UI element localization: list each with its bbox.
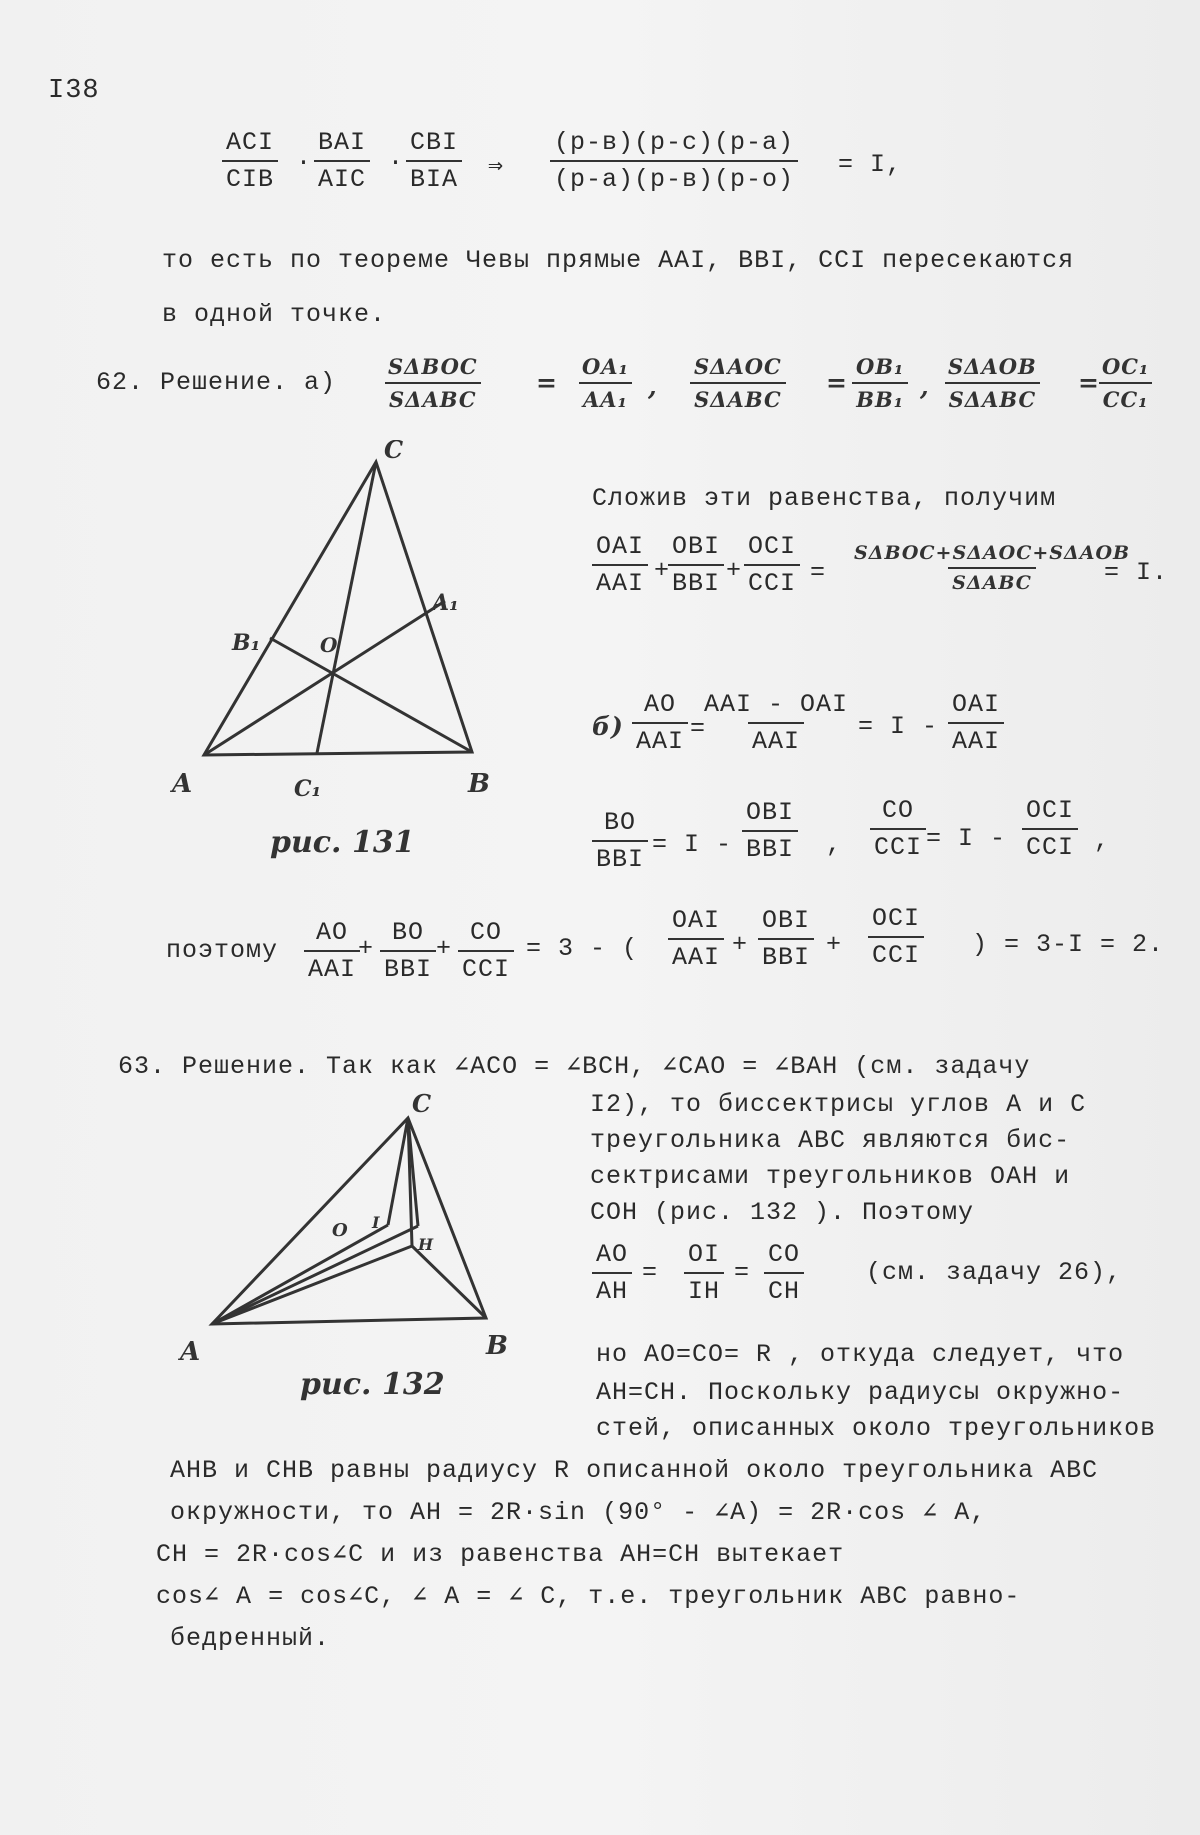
formula-result: = I,	[838, 150, 903, 179]
final-ratio-co: CO CCI	[458, 918, 514, 984]
area-ratio-aoc: SΔAOC SΔABC	[690, 354, 786, 412]
vertex-label-b: B	[486, 1331, 508, 1361]
intro-line-1: то есть по теореме Чевы прямые AAI, BBI, CCI пересекаются	[162, 246, 1075, 275]
triangle-abc-bisectors	[212, 1118, 486, 1324]
final-ratio-oa1: OAI AAI	[668, 906, 724, 972]
ratio-oa1-aa1-b: OAI AAI	[948, 690, 1004, 756]
problem-63-after-line-2: AH=CH. Поскольку радиусы окружно-	[596, 1378, 1125, 1407]
final-ratio-oc1: OCI CCI	[868, 904, 924, 970]
ratio-bo-bb1: BO BBI	[592, 808, 648, 874]
page-number: I38	[48, 76, 100, 106]
ratio-aa1-minus-oa1: AAI - OAI AAI	[704, 690, 849, 756]
point-label-i: I	[372, 1213, 380, 1232]
point-label-o: O	[332, 1220, 348, 1241]
vertex-label-a: A	[180, 1337, 201, 1367]
final-ratio-ob1: OBI BBI	[758, 906, 814, 972]
final-result: ) = 3-I = 2.	[972, 930, 1165, 959]
final-ratio-ao: AO AAI	[304, 918, 360, 984]
vertex-label-c: C	[384, 440, 404, 464]
segment-bh	[412, 1246, 486, 1318]
ratio-ac1-c1b: ACI CIB	[222, 128, 278, 194]
segment-ratio-oa1: $\frac{\text{OA₁}}{\text{AA₁}}$	[578, 354, 633, 412]
ratio-co-ch: $\frac{CO}{CH}$	[764, 1240, 804, 1306]
ratio-cb1-b1a: CBI BIA	[406, 128, 462, 194]
final-ratio-bo: BO BBI	[380, 918, 436, 984]
problem-63-right-line-2: треугольника ABC являются бис-	[590, 1126, 1071, 1155]
figure-131-caption: рис. 131	[270, 825, 415, 860]
dot-operator: ·	[388, 148, 405, 177]
implies-arrow: ⇒	[488, 152, 505, 181]
sum-intro: Сложив эти равенства, получим	[592, 484, 1057, 513]
area-ratio-boc: SΔBOC SΔABC	[384, 354, 482, 412]
ratio-oc1-cc1: OCI CCI	[744, 532, 800, 598]
problem-63-line-full-1: AHB и CHB равны радиусу R описанной около треугольника ABC	[170, 1456, 1099, 1485]
point-label-b1: B₁	[232, 630, 261, 656]
semiperimeter-ratio: (p-в)(p-c)(p-a) (p-a)(p-в)(p-o)	[550, 128, 798, 194]
problem-63-line-full-2: окружности, то AH = 2R·sin (90° - ∠A) = 2R·cos ∠ A,	[170, 1498, 987, 1527]
document-page: I38 ACI CIB · BAI AIC · CBI BIA ⇒ (p-в)(p-c)(p-a) (p-a)(p-в)(p-o) = I, то есть по теореме Чевы прямые AAI, BBI, CCI пересекаются в одной точке. 62. Решение. а) SΔBOC SΔABC = $\frac{\text{OA₁}}{\text{AA₁}}$ , SΔAOC SΔABC = $\frac{\text{OB₁}}{\text{BB₁}}$ , SΔAOB SΔABC = $\frac{\text{OC₁}}{\text{CC₁}}$ C A B O A₁ B₁ C₁ рис. 131 Сложив эти равенства, получим OAI AAI + OBI BBI + OCI CCI = SΔBOC+SΔAOC+SΔAOB SΔABC = I. б) AO AAI = AAI - OAI AAI = I - OAI AAI BO BBI = I - OBI BBI , CO CCI = I - OCI CCI , поэтому AO AAI + BO BBI + CO CCI = 3 - ( OAI AAI + OBI BBI + OCI CCI ) = 3-I = 2. 63. Решение. Так как ∠ACO = ∠BCH, ∠CAO = ∠BAH (см. задачу C A B O I H рис. 132 I2), то биссектрисы углов A и C треугольника ABC являются бис- сектрисами треугольников OAH и COH (рис. 132 ). Поэтому $\frac{AO}{AH}$ = $\frac{OI}{IH}$ = $\frac{CO}{CH}$ (см. задачу 26), но AO=CO= R , откуда следует, что AH=CH. Поскольку радиусы окружно- стей, описанных около треугольников AHB и CHB равны радиусу R описанной около треугольника ABC окружности, то AH = 2R·sin (90° - ∠A) = 2R·cos ∠ A, CH = 2R·cos∠C и из равенства AH=CH вытекает cos∠ A = cos∠C, ∠ A = ∠ C, т.е. треугольник ABC равно- бедренный.	[0, 0, 1200, 1835]
ratio-ao-aa1: AO AAI	[632, 690, 688, 756]
ratio-oa1-aa1: OAI AAI	[592, 532, 648, 598]
segment-ratio-ob1: $\frac{\text{OB₁}}{\text{BB₁}}$	[852, 354, 908, 412]
point-label-o: O	[320, 633, 338, 657]
figure-131	[150, 440, 520, 860]
problem-63-line-full-5: бедренный.	[170, 1624, 331, 1653]
vertex-label-c: C	[412, 1090, 432, 1118]
dot-operator: ·	[296, 148, 313, 177]
area-ratio-aob: SΔAOB SΔABC	[944, 354, 1041, 412]
cevian-cc1	[317, 462, 376, 753]
sum-result: = I.	[1104, 558, 1169, 587]
problem-62-heading: 62. Решение. а)	[96, 368, 337, 397]
segment-ah	[212, 1246, 412, 1324]
problem-63-line-1: 63. Решение. Так как ∠ACO = ∠BCH, ∠CAO = ∠BAH (см. задачу	[118, 1052, 1031, 1081]
point-label-h: H	[418, 1235, 434, 1254]
problem-63-right-line-3: сектрисами треугольников OAH и	[590, 1162, 1071, 1191]
ratio-oi-ih: $\frac{OI}{IH}$	[684, 1240, 724, 1306]
ratio-ao-ah: $\frac{AO}{AH}$	[592, 1240, 632, 1306]
segment-ao	[212, 1225, 388, 1324]
therefore-label: поэтому	[166, 936, 279, 965]
part-b-label: б)	[592, 712, 624, 741]
problem-63-right-line-1: I2), то биссектрисы углов A и C	[590, 1090, 1087, 1119]
problem-63-after-line-3: стей, описанных около треугольников	[596, 1414, 1157, 1443]
vertex-label-b: B	[468, 769, 490, 799]
ratio-ob1-bb1: OBI BBI	[668, 532, 724, 598]
vertex-label-a: A	[172, 769, 193, 799]
problem-63-line-full-3: CH = 2R·cos∠C и из равенства AH=CH вытекает	[156, 1540, 845, 1569]
problem-63-right-line-4: COH (рис. 132 ). Поэтому	[590, 1198, 975, 1227]
point-label-a1: A₁	[432, 590, 459, 616]
ratio-co-cc1: CO CCI	[870, 796, 926, 862]
triangle-abc	[212, 1118, 486, 1324]
segment-ratio-oc1: $\frac{\text{OC₁}}{\text{CC₁}}$	[1098, 354, 1153, 412]
cevian-aa1	[204, 601, 445, 755]
ratio-oc1-cc1-b: OCI CCI	[1022, 796, 1078, 862]
problem-26-reference: (см. задачу 26),	[866, 1258, 1123, 1287]
figure-132	[150, 1090, 590, 1410]
intro-line-2: в одной точке.	[162, 300, 387, 329]
ratio-ba1-a1c: BAI AIC	[314, 128, 370, 194]
problem-63-after-line-1: но AO=CO= R , откуда следует, что	[596, 1340, 1125, 1369]
point-label-c1: C₁	[294, 776, 322, 802]
segment-ch	[408, 1118, 412, 1246]
area-sum-ratio: SΔBOC+SΔAOC+SΔAOB SΔABC	[854, 542, 1131, 594]
figure-132-caption: рис. 132	[300, 1367, 445, 1402]
segment-ai	[212, 1226, 418, 1324]
ratio-ob1-bb1-b: OBI BBI	[742, 798, 798, 864]
problem-63-line-full-4: cos∠ A = cos∠C, ∠ A = ∠ C, т.е. треугольник ABC равно-	[156, 1582, 1021, 1611]
